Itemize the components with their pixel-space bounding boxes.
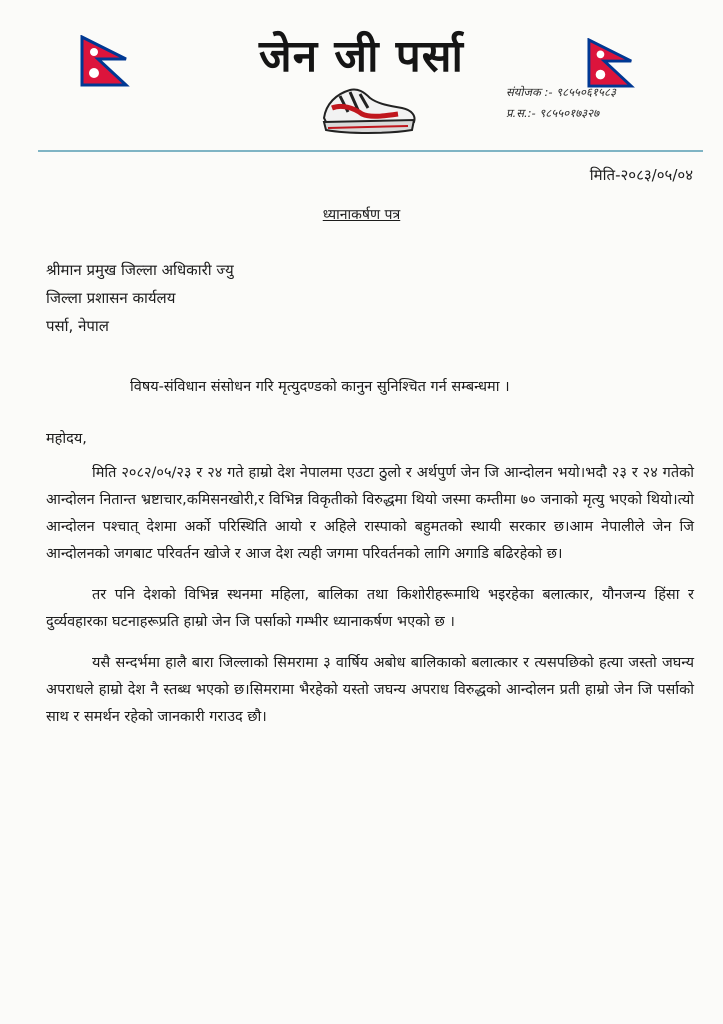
letter-date: मिति-२०८३/०५/०४ <box>589 166 693 184</box>
sneaker-logo-icon <box>318 78 418 136</box>
recipient-address <box>46 256 234 340</box>
salutation: महोदय, <box>46 431 87 447</box>
nepal-flag-icon <box>587 38 637 88</box>
contact-numbers <box>506 82 616 124</box>
coordinator-contact: संयोजक :- ९८५५०६१५८३ <box>506 85 616 99</box>
recipient-line: श्रीमान प्रमुख जिल्ला अधिकारी ज्यु <box>46 261 234 279</box>
body-paragraph: मिति २०८२/०५/२३ र २४ गते हाम्रो देश नेपालमा एउटा ठुलो र अर्थपुर्ण जेन जि आन्दोलन भयो।भदौ २३ र २४ गतेको आन्दोलन नितान्त भ्रष्टाचार,कमिसनखोरी,र विभिन्न विकृतीको विरुद्धमा थियो जस्मा कम्तीमा ७० जनाको मृत्यु भएको थियो।त्यो आन्दोलन पश्चात् देशमा अर्को परिस्थिति आयो र अहिले रास्पाको बहुमतको स्थायी सरकार छ।आम नेपालीले जेन जि आन्दोलनको जगबाट परिवर्तन खोजे र आज देश त्यही जगमा परिवर्तनको लागि अगाडि बढिरहेको छ। <box>46 465 694 562</box>
subject-line: विषय-संविधान संसोधन गरि मृत्युदण्डको कानुन सुनिश्चित गर्न सम्बन्धमा । <box>130 379 510 395</box>
recipient-line: पर्सा, नेपाल <box>46 317 109 335</box>
letterhead-divider <box>38 150 703 152</box>
letter-heading-text: ध्यानाकर्षण पत्र <box>322 207 401 223</box>
body-paragraph: तर पनि देशको विभिन्न स्थनमा महिला, बालिका तथा किशोरीहरूमाथि भइरहेका बलात्कार, यौनजन्य हिंसा र दुर्व्यवहारका घटनाहरूप्रति हाम्रो जेन जि पर्साको गम्भीर ध्यानाकर्षण भएको छ । <box>46 587 694 630</box>
letter-heading <box>0 205 723 224</box>
letter-body <box>46 460 694 745</box>
recipient-line: जिल्ला प्रशासन कार्यलय <box>46 289 176 307</box>
body-paragraph: यसै सन्दर्भमा हालै बारा जिल्लाको सिमरामा ३ वार्षिय अबोध बालिकाको बलात्कार र त्यसपछिको हत्या जस्तो जघन्य अपराधले हाम्रो देश नै स्तब्ध भएको छ।सिमरामा भैरहेको यस्तो जघन्य अपराध विरुद्धको आन्दोलन प्रती हाम्रो जेन जि पर्साको साथ र समर्थन रहेको जानकारी गराउद छौ। <box>46 655 694 725</box>
spokesperson-contact: प्र.स.:- ९८५५०१७३२७ <box>506 106 600 120</box>
organization-title: जेन जी पर्सा <box>259 31 464 82</box>
